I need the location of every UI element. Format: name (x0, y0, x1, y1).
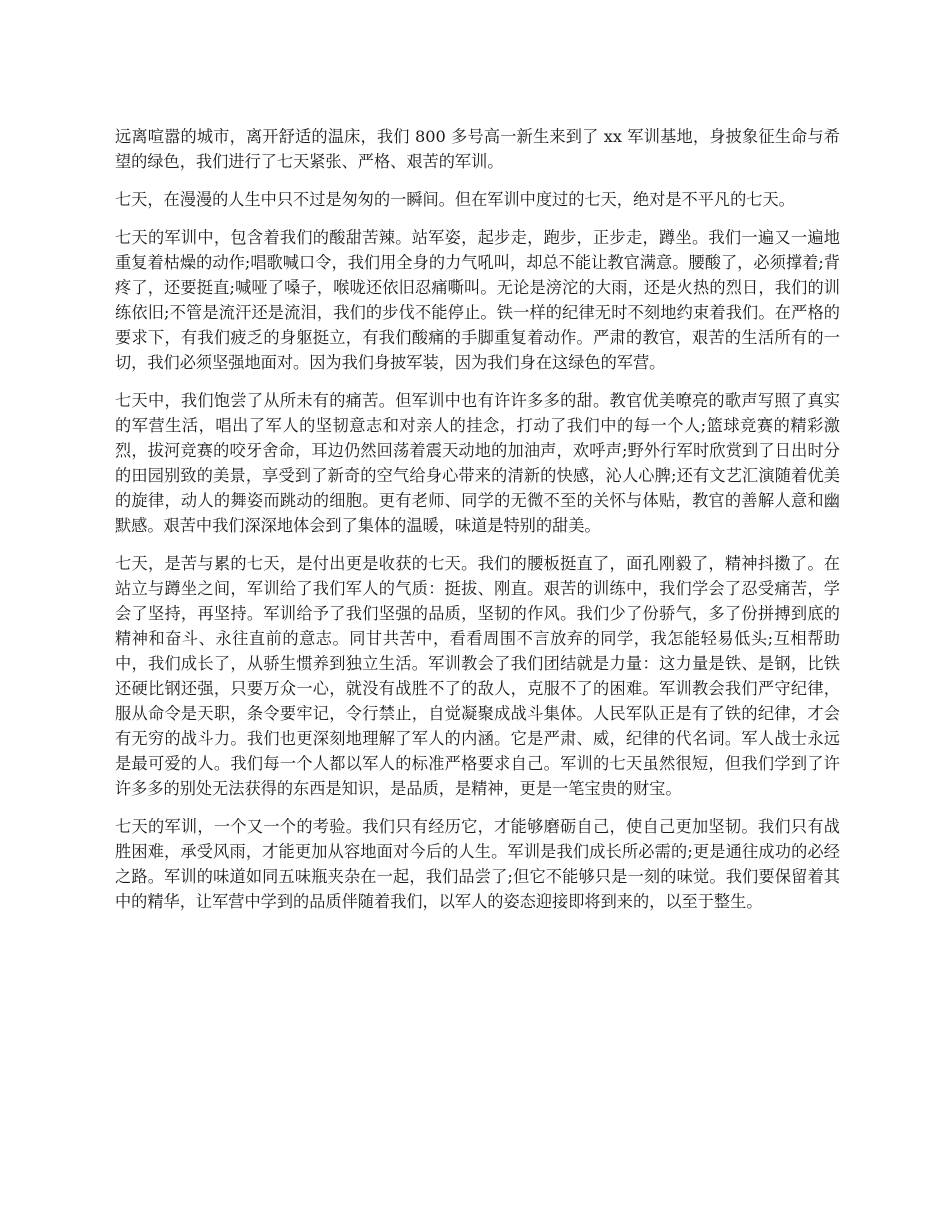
paragraph: 七天的军训，一个又一个的考验。我们只有经历它，才能够磨砺自己，使自己更加坚韧。我们只有战胜困难，承受风雨，才能更加从容地面对今后的人生。军训是我们成长所必需的;更是通往成功的必经之路。军训的味道如同五味瓶夹杂在一起，我们品尝了;但它不能够只是一刻的味觉。我们要保留着其中的精华，让军营中学到的品质伴随着我们，以军人的姿态迎接即将到来的，以至于整生。 (115, 817, 840, 911)
paragraph: 七天中，我们饱尝了从所未有的痛苦。但军训中也有许许多多的甜。教官优美嘹亮的歌声写照了真实的军营生活，唱出了军人的坚韧意志和对亲人的挂念，打动了我们中的每一个人;篮球竞赛的精彩激烈，拔河竞赛的咬牙舍命，耳边仍然回荡着震天动地的加油声，欢呼声;野外行军时欣赏到了日出时分的田园别致的美景，享受到了新奇的空气给身心带来的清新的快感，沁人心脾;还有文艺汇演随着优美的旋律，动人的舞姿而跳动的细胞。更有老师、同学的无微不至的关怀与体贴，教官的善解人意和幽默感。艰苦中我们深深地体会到了集体的温暖，味道是特别的甜美。 (115, 391, 840, 535)
paragraph: 七天的军训中，包含着我们的酸甜苦辣。站军姿，起步走，跑步，正步走，蹲坐。我们一遍又一遍地重复着枯燥的动作;唱歌喊口令，我们用全身的力气吼叫，却总不能让教官满意。腰酸了，必须撑着;背疼了，还要挺直;喊哑了嗓子，喉咙还依旧忍痛嘶叫。无论是滂沱的大雨，还是火热的烈日，我们的训练依旧;不管是流汗还是流泪，我们的步伐不能停止。铁一样的纪律无时不刻地约束着我们。在严格的要求下，有我们疲乏的身躯挺立，有我们酸痛的手脚重复着动作。严肃的教官，艰苦的生活所有的一切，我们必须坚强地面对。因为我们身披军装，因为我们身在这绿色的军营。 (115, 228, 840, 372)
paragraph: 远离喧嚣的城市，离开舒适的温床，我们 800 多号高一新生来到了 xx 军训基地，身披象征生命与希望的绿色，我们进行了七天紧张、严格、艰苦的军训。 (115, 127, 840, 171)
paragraph: 七天，是苦与累的七天，是付出更是收获的七天。我们的腰板挺直了，面孔刚毅了，精神抖擞了。在站立与蹲坐之间，军训给了我们军人的气质：挺拔、刚直。艰苦的训练中，我们学会了忍受痛苦，学会了坚持，再坚持。军训给予了我们坚强的品质，坚韧的作风。我们少了份骄气，多了份拼搏到底的精神和奋斗、永往直前的意志。同甘共苦中，看看周围不言放弃的同学，我怎能轻易低头;互相帮助中，我们成长了，从骄生惯养到独立生活。军训教会了我们团结就是力量：这力量是铁、是钢，比铁还硬比钢还强，只要万众一心，就没有战胜不了的敌人，克服不了的困难。军训教会我们严守纪律，服从命令是天职，条令要牢记，令行禁止，自觉凝聚成战斗集体。人民军队正是有了铁的纪律，才会有无穷的战斗力。我们也更深刻地理解了军人的内涵。它是严肃、威，纪律的代名词。军人战士永远是最可爱的人。我们每一个人都以军人的标准严格要求自己。军训的七天虽然很短，但我们学到了许许多多的别处无法获得的东西是知识，是品质，是精神，更是一笔宝贵的财宝。 (115, 554, 840, 798)
paragraph: 七天，在漫漫的人生中只不过是匆匆的一瞬间。但在军训中度过的七天，绝对是不平凡的七天。 (115, 190, 795, 209)
document-body (115, 124, 840, 927)
